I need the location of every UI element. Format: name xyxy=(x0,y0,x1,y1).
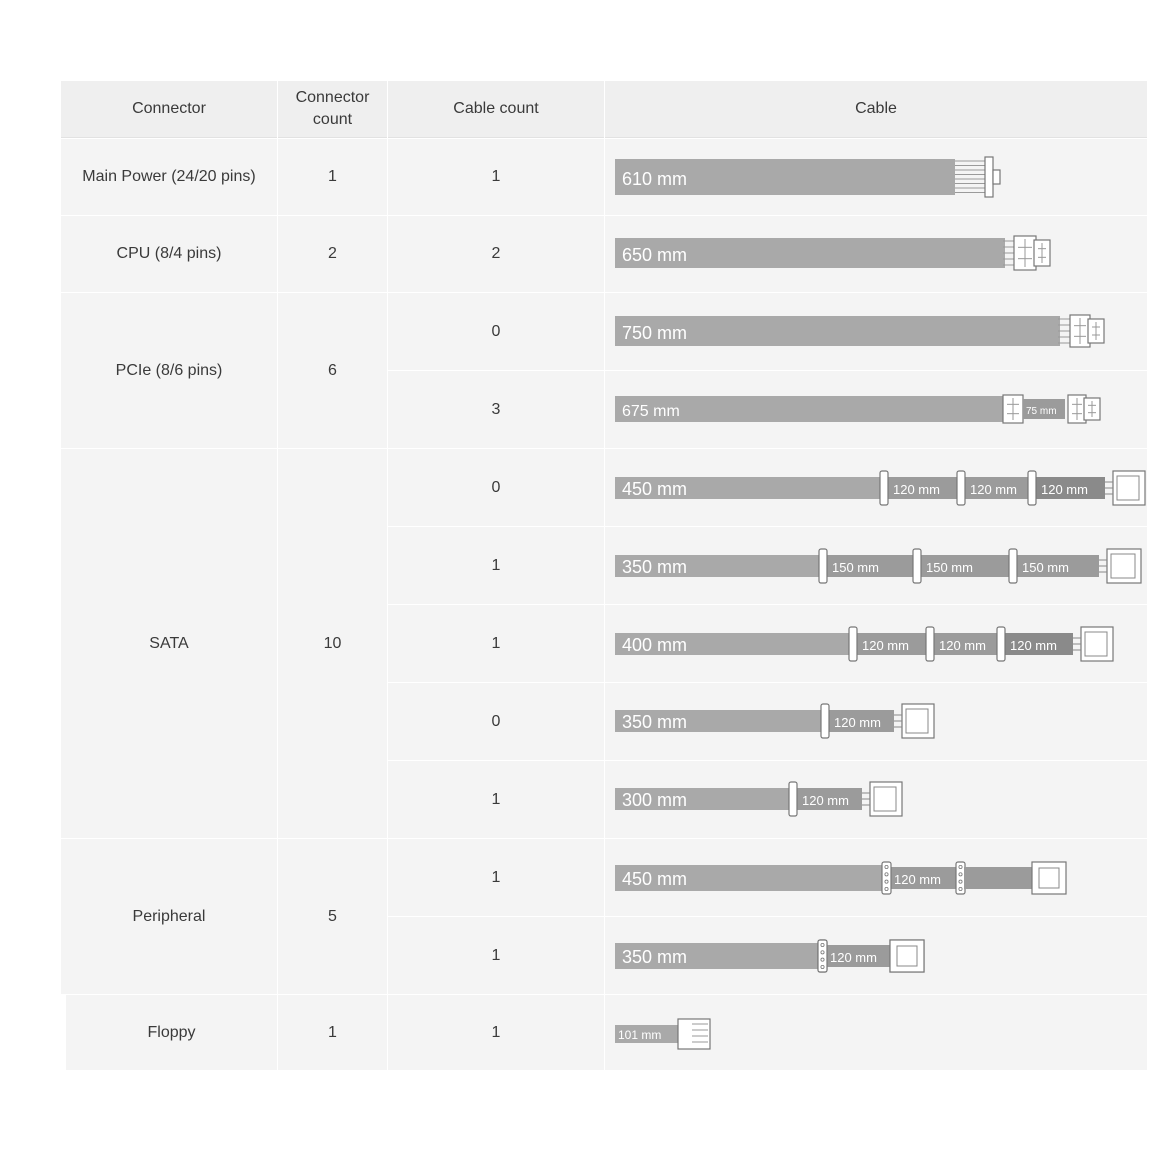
sata-inline-connector-icon xyxy=(819,549,827,583)
connector-count-value: 1 xyxy=(328,1023,337,1041)
cable-length-label: 300 mm xyxy=(622,790,688,810)
segment-length-label: 120 mm xyxy=(970,482,1017,497)
segment-length-label: 150 mm xyxy=(1022,560,1069,575)
cable-count-value: 1 xyxy=(491,634,501,652)
connector-name: Peripheral xyxy=(132,907,206,925)
molex-cable-end xyxy=(964,867,1032,889)
cable-length-label: 610 mm xyxy=(622,169,688,189)
cable-length-label: 101 mm xyxy=(618,1028,662,1042)
cable-length-label: 675 mm xyxy=(622,403,680,420)
sata-inline-connector-icon xyxy=(913,549,921,583)
connector-count-value: 5 xyxy=(328,907,337,925)
sata-cable-end xyxy=(856,788,862,810)
segment-length-label: 150 mm xyxy=(832,560,879,575)
sata-cable-end xyxy=(1100,477,1105,499)
cable-length-label: 450 mm xyxy=(622,479,688,499)
cable-count-value: 2 xyxy=(491,245,501,262)
cable-count-value: 0 xyxy=(491,322,501,340)
cable-count-value: 0 xyxy=(491,478,501,496)
segment-length-label: 120 mm xyxy=(862,638,909,653)
connector-name: CPU (8/4 pins) xyxy=(116,245,222,262)
sata-cable-end xyxy=(1068,633,1073,655)
segment-length-label: 120 mm xyxy=(1010,638,1057,653)
segment-length-label: 120 mm xyxy=(1041,482,1088,497)
cable-length-label: 350 mm xyxy=(622,557,688,577)
cable-count-value: 1 xyxy=(491,868,501,886)
header-cable-label: Cable xyxy=(855,100,897,117)
sata-cable-end xyxy=(1092,555,1099,577)
cable-length-label: 450 mm xyxy=(622,869,688,889)
connector-name: PCIe (8/6 pins) xyxy=(115,361,223,379)
connector-count-value: 1 xyxy=(328,168,337,185)
connector-name: SATA xyxy=(149,634,189,652)
sata-inline-connector-icon xyxy=(926,627,934,661)
header-connector-label: Connector xyxy=(132,100,206,117)
cable-length-label: 350 mm xyxy=(622,712,688,732)
sata-inline-connector-icon xyxy=(997,627,1005,661)
connector-name: Floppy xyxy=(147,1023,196,1041)
connector-count-value: 6 xyxy=(328,361,337,379)
header-connector-count-line1: Connector xyxy=(295,89,370,106)
molex-connector-icon xyxy=(890,940,924,972)
segment-length-label: 120 mm xyxy=(830,950,877,965)
segment-length-label: 120 mm xyxy=(894,872,941,887)
atx-connector-icon xyxy=(985,157,993,197)
segment-length-label: 150 mm xyxy=(926,560,973,575)
segment-length-label: 75 mm xyxy=(1026,406,1057,417)
cable-length-label: 350 mm xyxy=(622,947,688,967)
cable-length-label: 650 mm xyxy=(622,245,688,265)
sata-inline-connector-icon xyxy=(821,704,829,738)
header-connector-count-line2: count xyxy=(312,111,353,128)
cable-count-value: 1 xyxy=(491,168,501,185)
sata-inline-connector-icon xyxy=(957,471,965,505)
sata-inline-connector-icon xyxy=(880,471,888,505)
segment-length-label: 120 mm xyxy=(939,638,986,653)
sata-inline-connector-icon xyxy=(849,627,857,661)
sata-cable-end xyxy=(888,710,894,732)
sata-inline-connector-icon xyxy=(1009,549,1017,583)
molex-connector-icon xyxy=(1032,862,1066,894)
cable-length-label: 750 mm xyxy=(622,323,688,343)
atx-latch-icon xyxy=(993,170,1000,184)
sata-inline-connector-icon xyxy=(1028,471,1036,505)
connector-count-value: 10 xyxy=(323,634,342,652)
sata-inline-connector-icon xyxy=(789,782,797,816)
cable-count-value: 1 xyxy=(491,556,501,574)
header-cable-count-label: Cable count xyxy=(453,100,539,117)
cable-count-value: 1 xyxy=(491,1023,501,1041)
connector-count-value: 2 xyxy=(328,245,337,262)
cable-count-value: 3 xyxy=(491,400,501,418)
segment-length-label: 120 mm xyxy=(893,482,940,497)
cable-count-value: 1 xyxy=(491,790,501,808)
cable-count-value: 0 xyxy=(491,712,501,730)
molex-inline-connector-icon xyxy=(882,862,891,894)
connector-name: Main Power (24/20 pins) xyxy=(82,168,256,185)
cable-count-value: 1 xyxy=(491,946,501,964)
cable-length-label: 400 mm xyxy=(622,635,688,655)
segment-length-label: 120 mm xyxy=(802,793,849,808)
molex-inline-connector-icon xyxy=(818,940,827,972)
molex-inline-connector-icon xyxy=(956,862,965,894)
segment-length-label: 120 mm xyxy=(834,715,881,730)
